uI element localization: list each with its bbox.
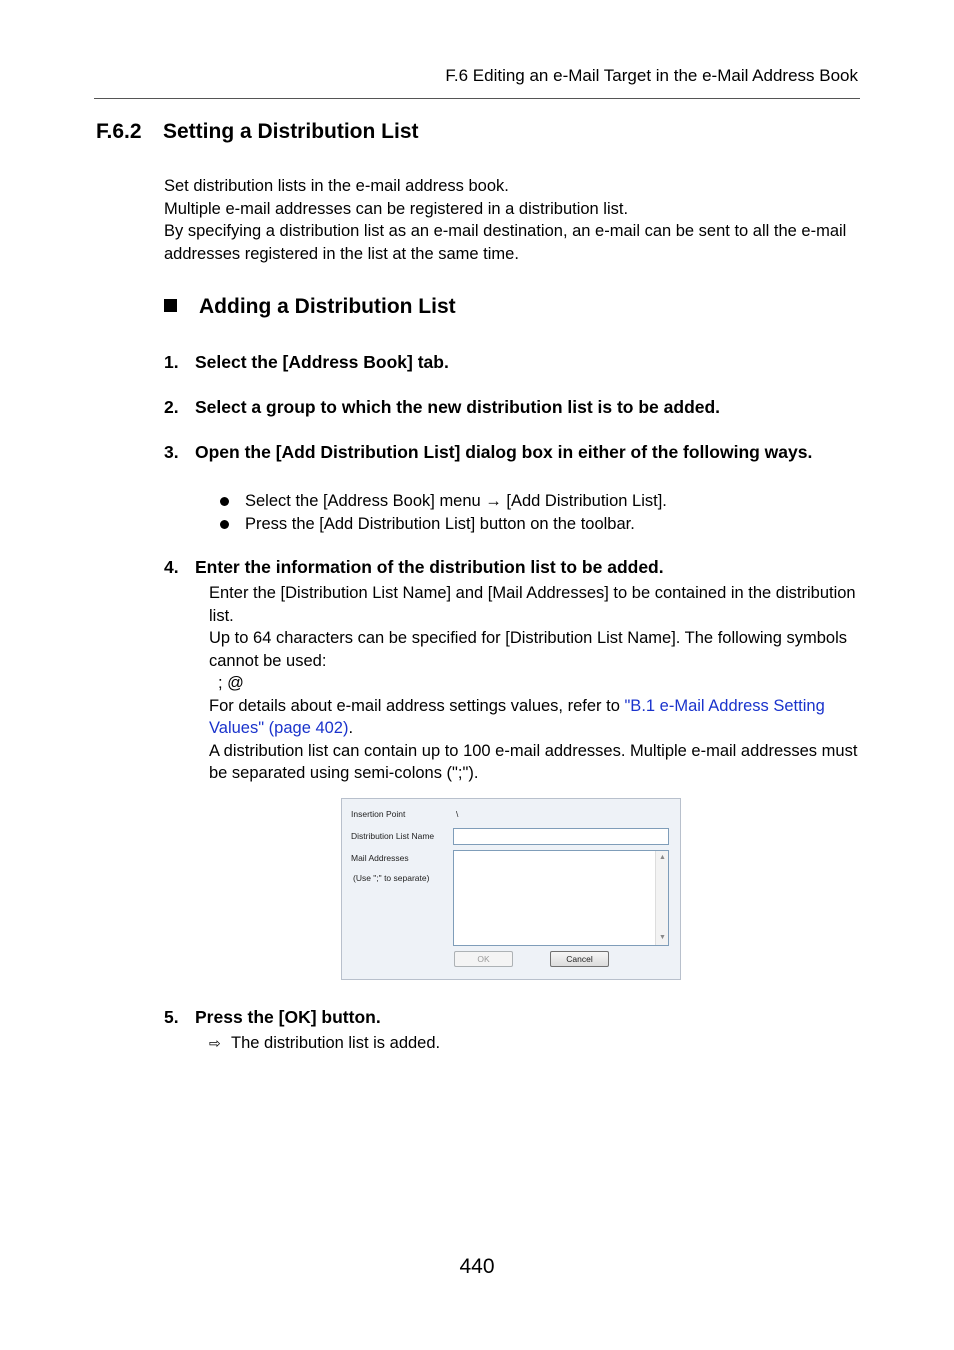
ok-button[interactable]: OK [454, 951, 513, 967]
list-item [218, 513, 667, 536]
list-name-label: Distribution List Name [351, 831, 435, 841]
step-text: Select a group to which the new distribution list is to be added. [195, 397, 721, 417]
intro-line: Multiple e-mail addresses can be registered in a distribution list. [164, 199, 629, 218]
step-number: 3. [164, 442, 179, 462]
step-text: Press the [OK] button. [195, 1007, 381, 1027]
step-text: Select the [Address Book] tab. [195, 352, 449, 372]
step-5-result [209, 1032, 440, 1055]
mail-addresses-textarea[interactable] [453, 850, 669, 946]
header-rule [94, 98, 860, 99]
step-4-paragraph [209, 695, 859, 740]
insertion-point-label: Insertion Point [351, 809, 406, 819]
bullet-dot-icon [220, 497, 229, 506]
reference-link[interactable]: "B.1 e-Mail Address Setting Values" (page 402) [209, 696, 825, 737]
list-name-input[interactable] [453, 828, 669, 845]
step-text: Enter the information of the distribution list to be added. [195, 557, 664, 577]
intro-line: Set distribution lists in the e-mail address book. [164, 177, 509, 195]
vertical-scrollbar[interactable] [655, 851, 668, 945]
bullet-dot-icon [220, 520, 229, 529]
square-bullet-icon [164, 299, 177, 312]
step-5 [164, 1005, 854, 1029]
list-item [218, 490, 667, 513]
result-arrow-icon: ⇨ [209, 1036, 221, 1052]
subsection-heading [164, 295, 456, 319]
step-3-bullets [218, 490, 667, 536]
bullet-text: Select the [Address Book] menu → [Add Distribution List]. [245, 492, 667, 510]
step-4-paragraph: A distribution list can contain up to 100 e-mail addresses. Multiple e-mail addresses must be separated using semi-colons (";"). [209, 741, 858, 782]
intro-text [164, 175, 864, 266]
scroll-up-icon[interactable]: ▲ [659, 854, 666, 861]
result-text: The distribution list is added. [231, 1034, 441, 1052]
section-number: F.6.2 [96, 120, 142, 143]
step-number: 4. [164, 557, 179, 577]
step-3 [164, 440, 824, 464]
add-distribution-list-dialog [341, 798, 681, 980]
intro-line: By specifying a distribution list as an e-mail destination, an e-mail can be sent to all the e-mail addresses registered in the list at the same time. [164, 222, 847, 264]
page-number: 440 [459, 1255, 495, 1278]
bullet-text: Press the [Add Distribution List] button on the toolbar. [245, 515, 635, 533]
section-title: Setting a Distribution List [163, 120, 419, 143]
step-number: 1. [164, 352, 179, 372]
step-1 [164, 350, 854, 374]
reference-prefix: For details about e-mail address settings values, refer to [209, 696, 625, 715]
mail-addresses-hint: (Use ";" to separate) [353, 873, 430, 883]
step-4-body [209, 582, 859, 785]
step-number: 5. [164, 1007, 179, 1027]
mail-addresses-label: Mail Addresses [351, 853, 409, 863]
forbidden-symbols: ; @ [218, 674, 244, 692]
scroll-down-icon[interactable]: ▼ [659, 934, 666, 941]
cancel-button[interactable]: Cancel [550, 951, 609, 967]
section-heading [96, 120, 419, 144]
insertion-point-value: \ [456, 809, 459, 819]
step-2 [164, 395, 854, 419]
running-header: F.6 Editing an e-Mail Target in the e-Mail Address Book [445, 66, 858, 85]
step-4-paragraph: Enter the [Distribution List Name] and [Mail Addresses] to be contained in the distribution list. [209, 584, 856, 625]
step-text: Open the [Add Distribution List] dialog box in either of the following ways. [195, 442, 813, 462]
reference-suffix: . [348, 719, 354, 737]
subsection-title: Adding a Distribution List [199, 295, 456, 318]
step-number: 2. [164, 397, 179, 417]
step-4 [164, 555, 854, 579]
step-4-paragraph: Up to 64 characters can be specified for [Distribution List Name]. The following symbols cannot be used: [209, 629, 847, 670]
